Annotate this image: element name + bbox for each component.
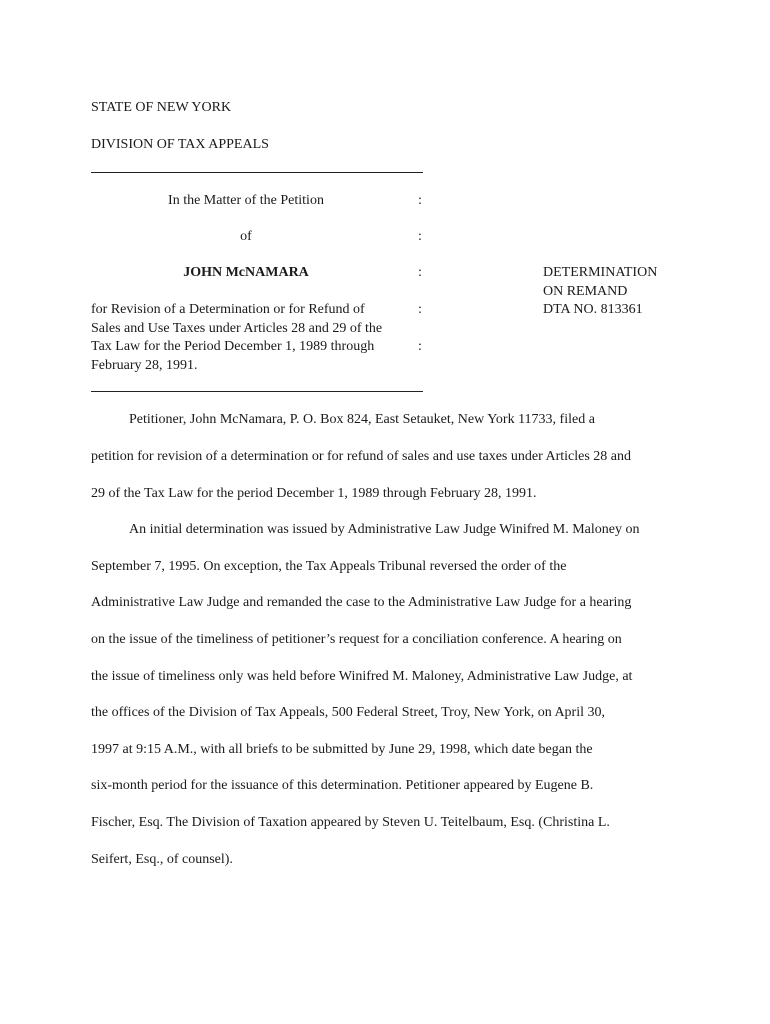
doc-type-title: DETERMINATION [543,265,658,280]
body-line: on the issue of the timeliness of petitioner’s request for a conciliation conference. A hearing on [91,632,622,647]
body-line: Petitioner, John McNamara, P. O. Box 824, East Setauket, New York 11733, filed a [129,412,595,427]
petitioner-name: JOHN McNAMARA [183,265,309,280]
division-heading: DIVISION OF TAX APPEALS [91,137,269,152]
body-line: 1997 at 9:15 A.M., with all briefs to be submitted by June 29, 1998, which date began the [91,742,593,757]
purpose-line: for Revision of a Determination or for Refund of [91,302,365,317]
purpose-line: February 28, 1991. [91,358,198,373]
state-heading: STATE OF NEW YORK [91,100,232,115]
body-line: petition for revision of a determination or for refund of sales and use taxes under Articles 28 and [91,449,632,464]
body-line: the offices of the Division of Tax Appeals, 500 Federal Street, Troy, New York, on April 30, [91,705,605,720]
body-line: six-month period for the issuance of this determination. Petitioner appeared by Eugene B. [91,778,594,793]
body-line: September 7, 1995. On exception, the Tax Appeals Tribunal reversed the order of the [91,559,567,574]
body-line: Fischer, Esq. The Division of Taxation appeared by Steven U. Teitelbaum, Esq. (Christina L. [91,815,610,830]
matter-line: In the Matter of the Petition [168,193,324,208]
caption-bottom-rule [91,391,423,392]
purpose-line: Sales and Use Taxes under Articles 28 and 29 of the [91,321,383,336]
body-line: 29 of the Tax Law for the period December 1, 1989 through February 28, 1991. [91,486,537,501]
body-line: Seifert, Esq., of counsel). [91,852,233,867]
caption-colon: : [418,302,422,317]
body-line: An initial determination was issued by Administrative Law Judge Winifred M. Maloney on [129,522,640,537]
caption-colon: : [418,265,422,280]
caption-top-rule [91,172,423,173]
body-line: Administrative Law Judge and remanded the case to the Administrative Law Judge for a hearing [91,595,632,610]
caption-colon: : [418,339,422,354]
dta-number: DTA NO. 813361 [543,302,643,317]
purpose-line: Tax Law for the Period December 1, 1989 through [91,339,375,354]
body-line: the issue of timeliness only was held before Winifred M. Maloney, Administrative Law Judge, at [91,669,633,684]
doc-type-subtitle: ON REMAND [543,284,628,299]
caption-colon: : [418,193,422,208]
caption-colon: : [418,229,422,244]
of-line: of [240,229,252,244]
